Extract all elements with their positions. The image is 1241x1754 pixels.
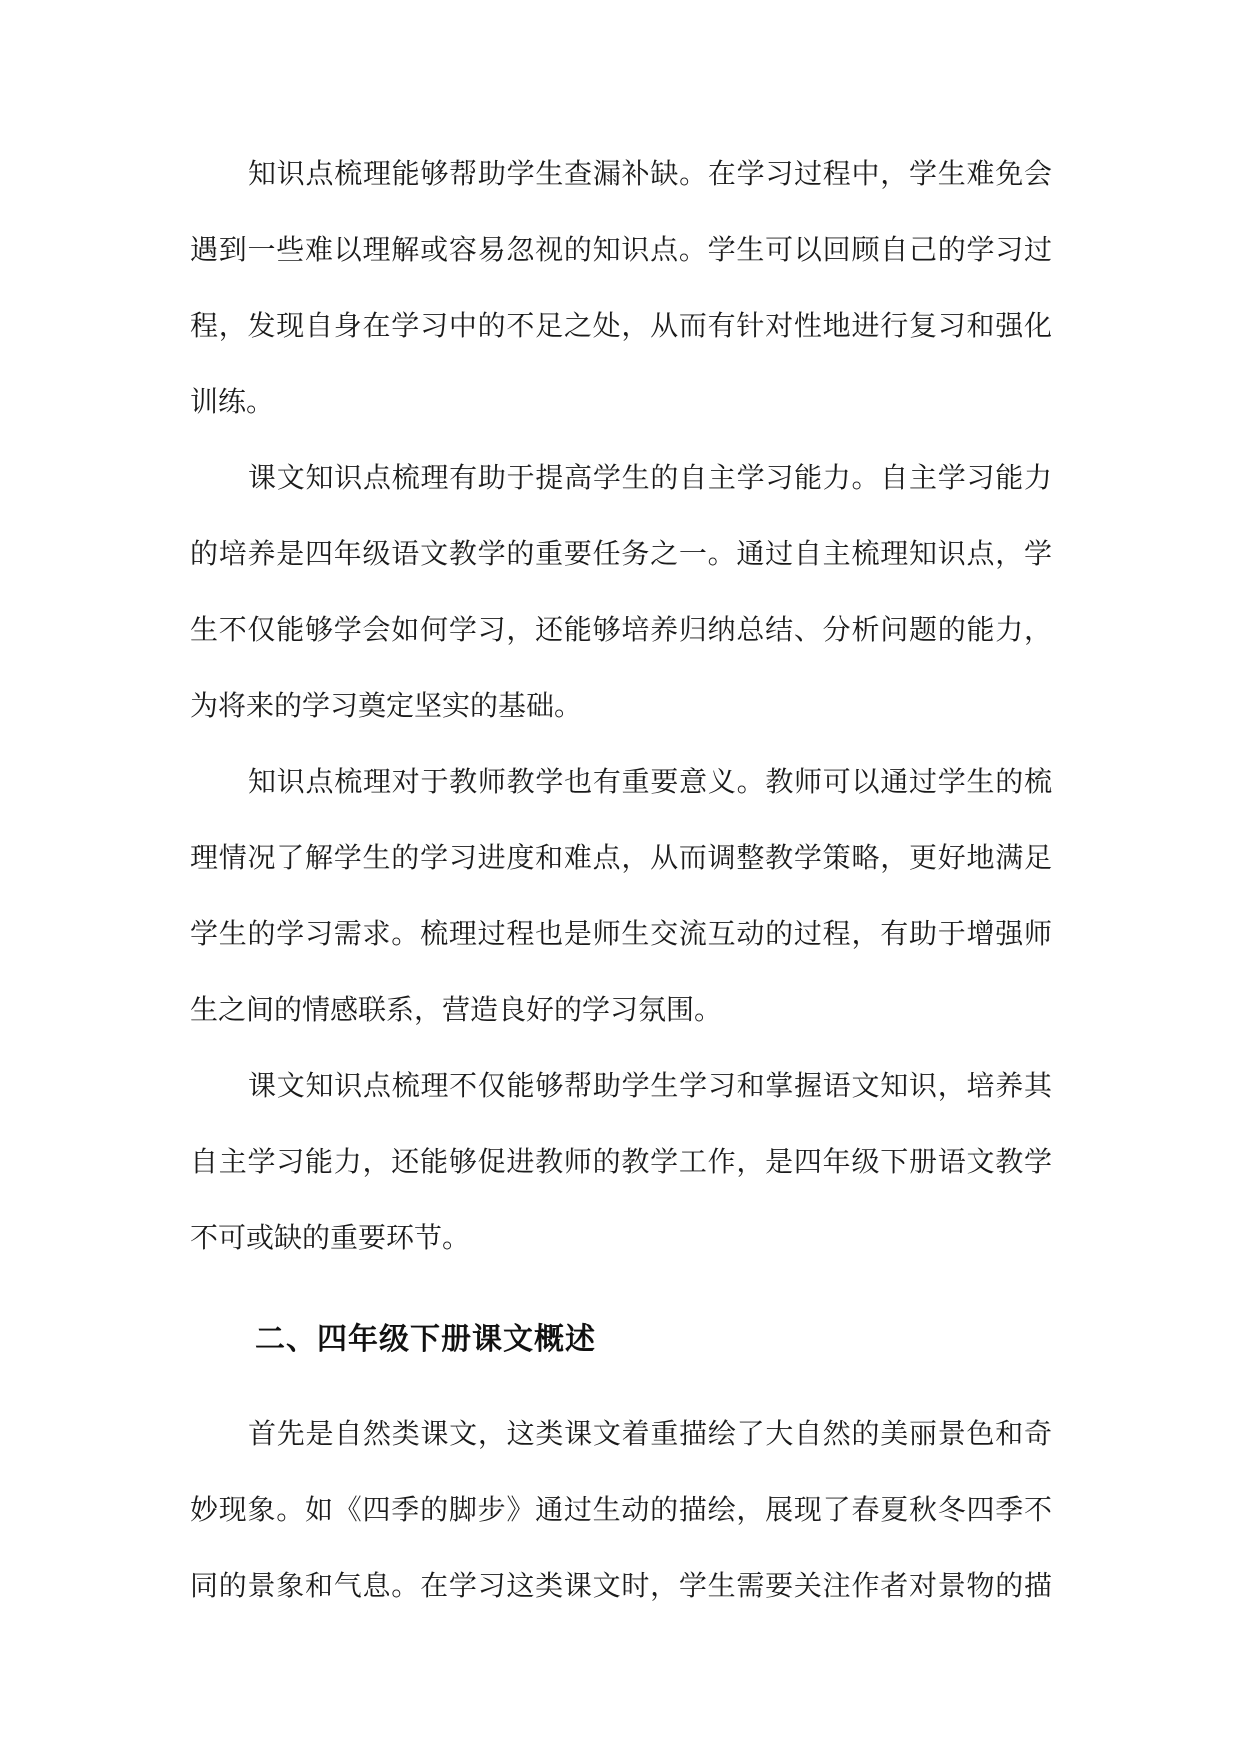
paragraph-2-line-2: 的培养是四年级语文教学的重要任务之一。通过自主梳理知识点，学 — [190, 537, 1052, 570]
paragraph-4-line-3: 不可或缺的重要环节。 — [190, 1221, 471, 1254]
paragraph-2-line-3: 生不仅能够学会如何学习，还能够培养归纳总结、分析问题的能力， — [190, 613, 1052, 646]
section-paragraph-1-line-1: 首先是自然类课文，这类课文着重描绘了大自然的美丽景色和奇 — [248, 1417, 1052, 1450]
paragraph-4-line-1: 课文知识点梳理不仅能够帮助学生学习和掌握语文知识，培养其 — [248, 1069, 1052, 1102]
paragraph-1-line-2: 遇到一些难以理解或容易忽视的知识点。学生可以回顾自己的学习过 — [190, 233, 1052, 266]
paragraph-4-line-2: 自主学习能力，还能够促进教师的教学工作，是四年级下册语文教学 — [190, 1145, 1052, 1178]
paragraph-2-line-4: 为将来的学习奠定坚实的基础。 — [190, 689, 583, 722]
paragraph-3-line-1: 知识点梳理对于教师教学也有重要意义。教师可以通过学生的梳 — [248, 765, 1052, 798]
section-heading: 二、四年级下册课文概述 — [255, 1322, 596, 1357]
paragraph-3-line-3: 学生的学习需求。梳理过程也是师生交流互动的过程，有助于增强师 — [190, 917, 1052, 950]
section-paragraph-1-line-3: 同的景象和气息。在学习这类课文时，学生需要关注作者对景物的描 — [190, 1569, 1052, 1602]
paragraph-2-line-1: 课文知识点梳理有助于提高学生的自主学习能力。自主学习能力 — [248, 461, 1052, 494]
paragraph-1-line-4: 训练。 — [190, 385, 275, 418]
paragraph-1-line-1: 知识点梳理能够帮助学生查漏补缺。在学习过程中，学生难免会 — [248, 157, 1052, 190]
paragraph-3-line-4: 生之间的情感联系，营造良好的学习氛围。 — [190, 993, 723, 1026]
paragraph-3-line-2: 理情况了解学生的学习进度和难点，从而调整教学策略，更好地满足 — [190, 841, 1052, 874]
paragraph-1-line-3: 程，发现自身在学习中的不足之处，从而有针对性地进行复习和强化 — [190, 309, 1052, 342]
section-paragraph-1-line-2: 妙现象。如《四季的脚步》通过生动的描绘，展现了春夏秋冬四季不 — [190, 1493, 1052, 1526]
